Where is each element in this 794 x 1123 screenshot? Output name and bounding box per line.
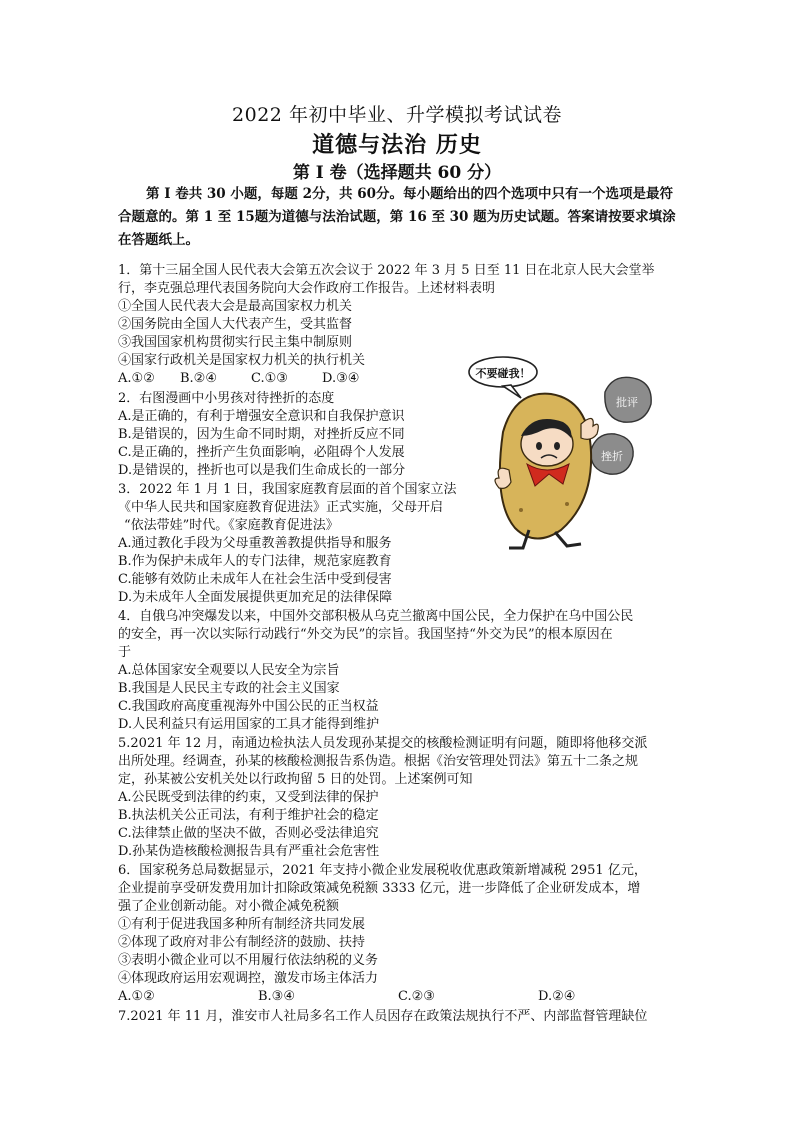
q3-option-c: C.能够有效防止未成年人在社会生活中受到侵害 [118,572,392,587]
q2-option-d: D.是错误的，挫折也可以是我们生命成长的一部分 [118,463,406,478]
q6-stem-line2: 企业提前享受研发费用加计扣除政策减免税额 3333 亿元，进一步降低了企业研发成本，增 [118,881,641,896]
q1-option-a: A.①② [118,371,155,386]
q2-stem: 2．右图漫画中小男孩对待挫折的态度 [118,391,335,406]
q6-statement-3: ③表明小微企业可以不用履行依法纳税的义务 [118,953,379,968]
cartoon-illustration [463,352,678,554]
q7-stem-line1: 7.2021 年 11 月，淮安市人社局多名工作人员因存在政策法规执行不严、内部监督管理缺位 [118,1009,648,1024]
question-2 [118,390,405,480]
q2-option-b: B.是错误的，因为生命不同时期，对挫折反应不同 [118,427,405,442]
speech-bubble [469,357,537,398]
boy-in-shell [495,394,598,548]
q1-statement-2: ②国务院由全国人大代表产生，受其监督 [118,317,353,332]
q5-stem-line2: 出所处理。经调查，孙某的核酸检测报告系伪造。根据《治安管理处罚法》第五十二条之规 [118,754,639,769]
exam-subject: 道德与法治 历史 [312,132,482,158]
q1-stem-line1: 1．第十三届全国人民代表大会第五次会议于 2022 年 3 月 5 日至 11 日在北京人民大会堂举 [118,263,655,278]
q6-option-b: B.③④ [258,989,295,1004]
q3-stem-line3: “依法带娃”时代。《家庭教育促进法》 [124,518,339,533]
q2-option-a: A.是正确的，有利于增强安全意识和自我保护意识 [118,409,405,424]
q3-stem-line1: 3．2022 年 1 月 1 日，我国家庭教育层面的首个国家立法 [118,482,457,497]
q4-option-a: A.总体国家安全观要以人民安全为宗旨 [118,663,340,678]
q1-statement-3: ③我国国家机构贯彻实行民主集中制原则 [118,335,353,350]
q1-statement-4: ④国家行政机关是国家权力机关的执行机关 [118,353,366,368]
rock-setback [591,434,633,474]
question-3 [118,481,457,607]
q6-statement-4: ④体现政府运用宏观调控，激发市场主体活力 [118,971,379,986]
q5-option-a: A.公民既受到法律的约束，又受到法律的保护 [118,790,379,805]
q6-option-c: C.②③ [398,989,435,1004]
section-title: 第 I 卷（选择题共 60 分） [292,163,502,183]
q6-option-d: D.②④ [538,989,576,1004]
q6-statement-2: ②体现了政府对非公有制经济的鼓励、扶持 [118,935,366,950]
q5-option-b: B.执法机关公正司法，有利于维护社会的稳定 [118,808,379,823]
q3-option-b: B.作为保护未成年人的专门法律，规范家庭教育 [118,554,392,569]
exam-title: 2022 年初中毕业、升学模拟考试试卷 [232,104,562,126]
q4-stem-line1: 4．自俄乌冲突爆发以来，中国外交部积极从乌克兰撤离中国公民，全力保护在乌中国公民 [118,609,634,624]
q6-stem-line1: 6．国家税务总局数据显示，2021 年支持小微企业发展税收优惠政策新增减税 2951 亿元， [118,863,647,878]
q5-option-d: D.孙某伪造核酸检测报告具有严重社会危害性 [118,844,380,859]
q3-option-d: D.为未成年人全面发展提供更加充足的法律保障 [118,590,393,605]
q2-option-c: C.是正确的，挫折产生负面影响，必阻碍个人发展 [118,445,405,460]
rock1-text: 批评 [616,396,638,409]
q3-option-a: A.通过教化手段为父母重教善教提供指导和服务 [118,536,392,551]
q4-option-c: C.我国政府高度重视海外中国公民的正当权益 [118,699,379,714]
question-4 [118,608,633,734]
q4-stem-line2: 的安全，再一次以实际行动践行“外交为民”的宗旨。我国坚持“外交为民”的根本原因在 [118,627,613,642]
q1-option-b: B.②④ [180,371,217,386]
q5-stem-line3: 定，孙某被公安机关处以行政拘留 5 日的处罚。上述案例可知 [118,772,473,787]
speech-text: 不要碰我！ [475,367,531,380]
question-7 [118,1008,647,1026]
q5-stem-line1: 5.2021 年 12 月，南通边检执法人员发现孙某提交的核酸检测证明有问题，随即将他移交派 [118,736,648,751]
question-6 [118,862,647,1006]
q4-option-b: B.我国是人民民主专政的社会主义国家 [118,681,340,696]
q4-option-d: D.人民利益只有运用国家的工具才能得到维护 [118,717,380,732]
q6-option-a: A.①② [118,989,155,1004]
q1-stem-line2: 行，李克强总理代表国务院向大会作政府工作报告。上述材料表明 [118,281,496,296]
question-5 [118,735,647,861]
q3-stem-line2: 《中华人民共和国家庭教育促进法》正式实施，父母开启 [118,500,444,515]
q6-options [118,988,647,1006]
q5-option-c: C.法律禁止做的坚决不做，否则必受法律追究 [118,826,379,841]
rock-criticism [605,377,651,422]
q4-stem-line3: 于 [118,645,132,660]
instructions: 第 I 卷共 30 小题，每题 2分，共 60分。每小题给出的四个选项中只有一个选项是最符合题意的。第 1 至 15题为道德与法治试题，第 16 至 30 题为历史试题。答案请按要求填涂在答题纸上。 [118,186,676,248]
q1-option-c: C.①③ [251,371,288,386]
q6-stem-line3: 强了企业创新动能。对小微企减免税额 [118,899,340,914]
rock2-text: 挫折 [601,450,623,463]
q6-statement-1: ①有利于促进我国多种所有制经济共同发展 [118,917,366,932]
q1-option-d: D.③④ [322,371,360,386]
q1-statement-1: ①全国人民代表大会是最高国家权力机关 [118,299,353,314]
